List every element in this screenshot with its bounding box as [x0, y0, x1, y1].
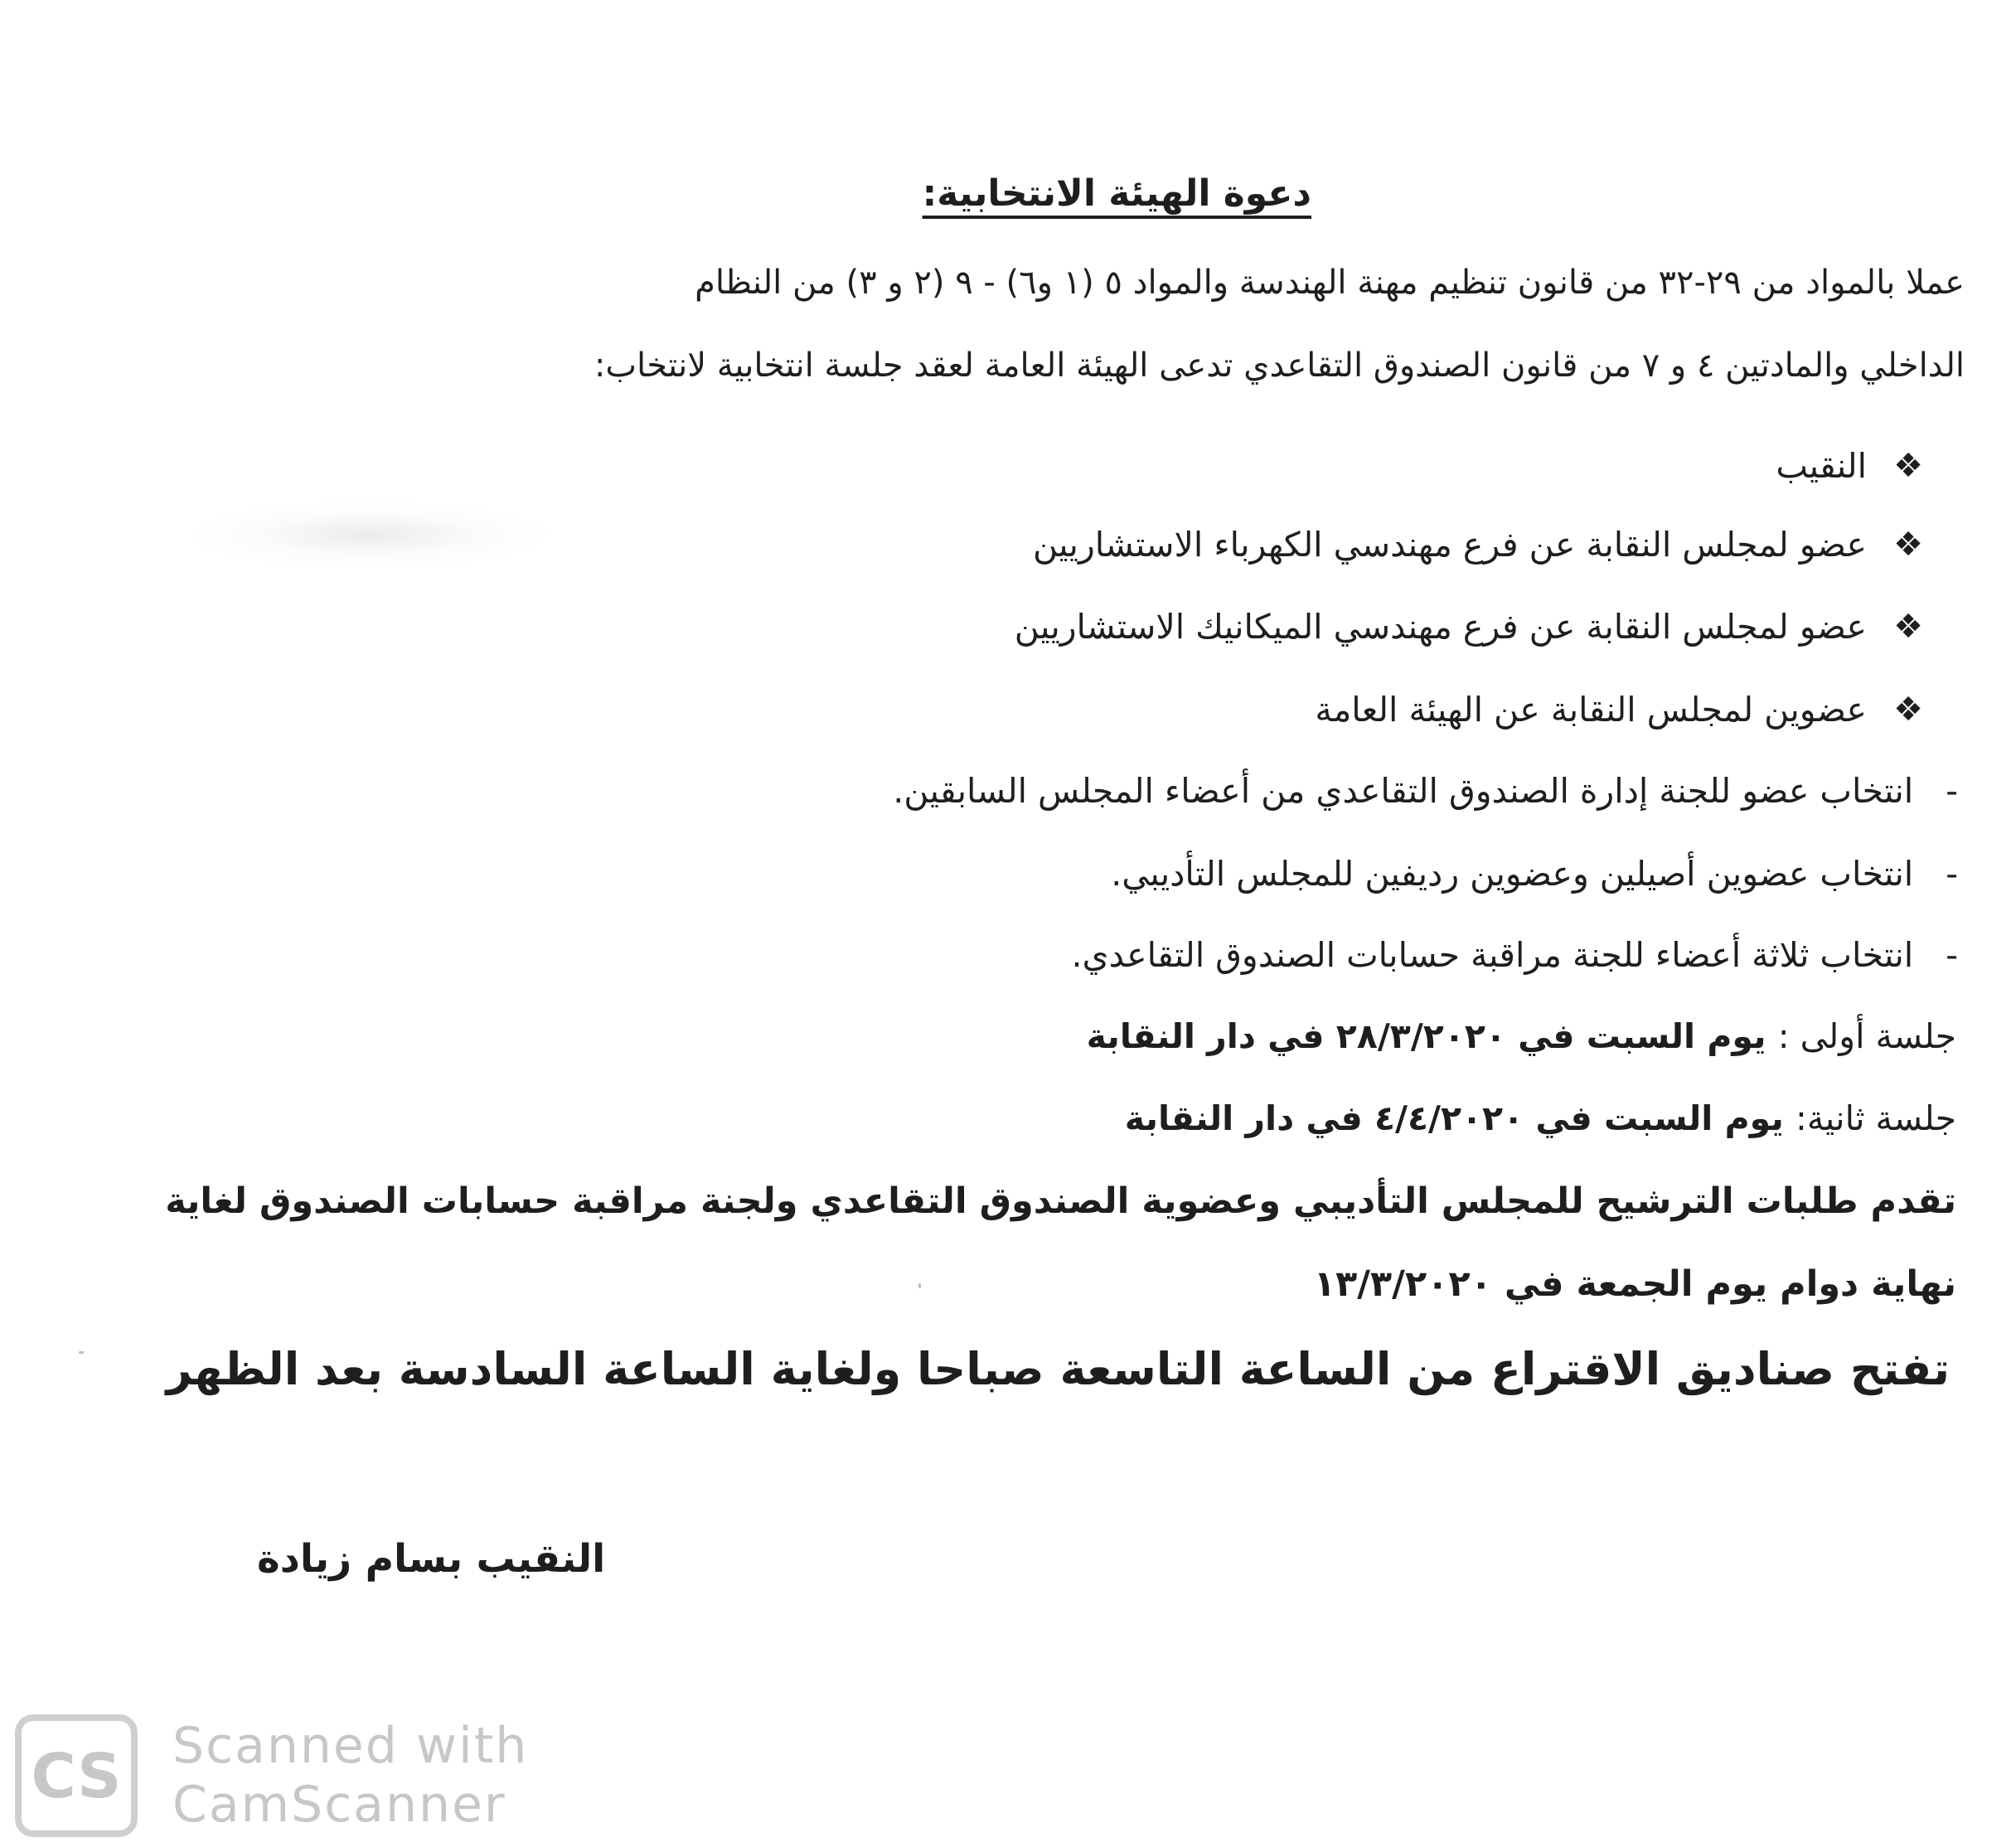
- watermark-text: [172, 1716, 529, 1834]
- position-item: [1315, 690, 1925, 730]
- diamond-bullet-icon: ❖: [1893, 691, 1923, 729]
- election-item: [1111, 854, 1958, 894]
- camscanner-watermark: [15, 1714, 528, 1837]
- session-detail: يوم السبت في ٢٨/٣/٢٠٢٠ في دار النقابة: [1086, 1016, 1766, 1056]
- watermark-line-1: Scanned with: [172, 1716, 529, 1775]
- session-label: جلسة ثانية:: [1796, 1098, 1956, 1138]
- scan-smudge: [191, 502, 547, 568]
- session-first: [1087, 1016, 1956, 1056]
- diamond-bullet-icon: ❖: [1893, 447, 1923, 485]
- session-second: [1125, 1098, 1956, 1138]
- ballot-hours-notice: تفتح صناديق الاقتراع من الساعة التاسعة صباحا ولغاية الساعة السادسة بعد الظهر: [166, 1343, 1950, 1395]
- scan-speck: [918, 1283, 921, 1288]
- session-label: جلسة أولى :: [1777, 1016, 1956, 1056]
- election-text: انتخاب ثلاثة أعضاء للجنة مراقبة حسابات الصندوق التقاعدي.: [1071, 935, 1914, 975]
- signature-line: النقيب بسام زيادة: [257, 1536, 606, 1582]
- election-text: انتخاب عضوين أصيلين وعضوين رديفين للمجلس التأديبي.: [1111, 854, 1914, 894]
- position-text: النقيب: [1776, 446, 1867, 486]
- position-item: [1776, 446, 1925, 486]
- dash-mark: -: [1946, 854, 1958, 894]
- session-detail: يوم السبت في ٤/٤/٢٠٢٠ في دار النقابة: [1124, 1098, 1784, 1138]
- intro-line-1: عملا بالمواد من ٢٩-٣٢ من قانون تنظيم مهنة الهندسة والمواد ٥ (١ و٦) - ٩ (٢ و ٣) من النظام: [695, 264, 1965, 302]
- position-text: عضو لمجلس النقابة عن فرع مهندسي الكهرباء الاستشاريين: [1032, 525, 1867, 565]
- dash-mark: -: [1946, 935, 1958, 975]
- election-item: [893, 771, 1958, 811]
- logo-text: CS: [31, 1743, 122, 1809]
- document-title: دعوة الهيئة الانتخابية:: [922, 172, 1311, 215]
- cs-logo-glyph: [31, 1743, 122, 1809]
- watermark-line-2: CamScanner: [172, 1776, 506, 1834]
- intro-line-2: الداخلي والمادتين ٤ و ٧ من قانون الصندوق التقاعدي تدعى الهيئة العامة لعقد جلسة انتخابية لانتخاب:: [594, 347, 1965, 385]
- position-item: [1015, 607, 1925, 647]
- nomination-line-2: نهاية دوام يوم الجمعة في ١٣/٣/٢٠٢٠: [1313, 1263, 1956, 1305]
- election-item: [1071, 935, 1958, 975]
- camscanner-logo-icon: [15, 1714, 138, 1837]
- election-text: انتخاب عضو للجنة إدارة الصندوق التقاعدي من أعضاء المجلس السابقين.: [893, 771, 1914, 811]
- nomination-line-1: تقدم طلبات الترشيح للمجلس التأديبي وعضوية الصندوق التقاعدي ولجنة مراقبة حسابات الصندوق لغاية: [165, 1180, 1956, 1222]
- position-text: عضوين لمجلس النقابة عن الهيئة العامة: [1315, 690, 1867, 730]
- scan-speck: [79, 1351, 84, 1354]
- dash-mark: -: [1946, 771, 1958, 811]
- position-text: عضو لمجلس النقابة عن فرع مهندسي الميكانيك الاستشاريين: [1014, 607, 1867, 647]
- diamond-bullet-icon: ❖: [1893, 526, 1923, 564]
- diamond-bullet-icon: ❖: [1893, 608, 1923, 646]
- position-item: [1033, 525, 1925, 565]
